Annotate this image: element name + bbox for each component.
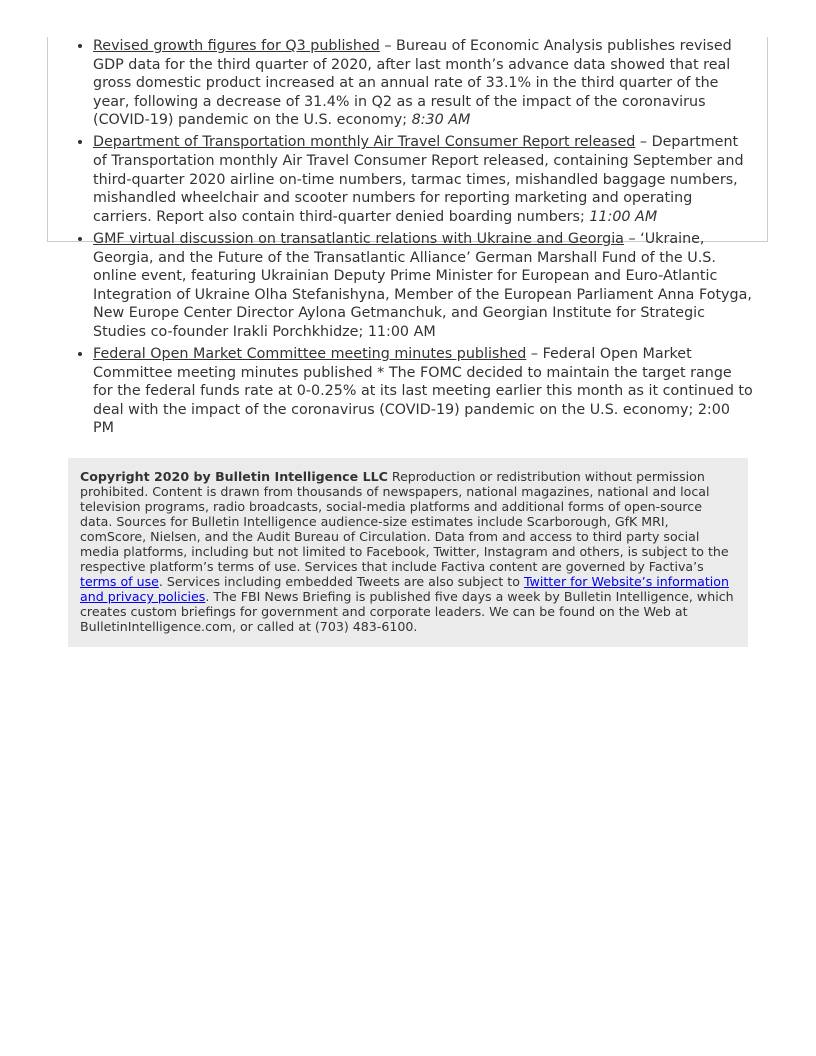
list-item bbox=[93, 133, 754, 226]
event-time: 8:30 AM bbox=[411, 112, 471, 129]
event-description: – Federal Open Market Committee meeting minutes published * The FOMC decided to maintain the target range for the federal funds rate at 0-0.25% at its last meeting earlier this month as it continued to deal with the impact of the coronavirus (COVID-19) pandemic on the U.S. economy; 2:00 PM bbox=[93, 346, 753, 437]
footer-text-part: Reproduction or redistribution without permission prohibited. Content is drawn from thousands of newspapers, national magazines, national and local television programs, radio broadcasts, social-media platforms and additional forms of open-source data. Sources for Bulletin Intelligence audience-size estimates include Scarborough, GfK MRI, comScore, Nielsen, and the Audit Bureau of Circulation. Data from and access to third party social media platforms, including but not limited to Facebook, Twitter, Instagram and others, is subject to the respective platform’s terms of use. Services that include Factiva content are governed by Factiva’s bbox=[80, 469, 729, 574]
list-item bbox=[93, 345, 754, 438]
event-time: 11:00 AM bbox=[589, 208, 658, 225]
event-link-air-travel-report[interactable]: Department of Transportation monthly Air Travel Consumer Report released bbox=[93, 134, 636, 151]
event-description: – ‘Ukraine, Georgia, and the Future of the Transatlantic Alliance’ German Marshall Fund of the U.S. online event, featuring Ukrainian Deputy Prime Minister for European and Euro-Atlantic Integration of Ukraine Olha Stefanishyna, Member of the European Parliament Anna Fotyga, New Europe Center Director Aylona Getmanchuk, and Georgian Institute for Strategic Studies co-founder Irakli Porchkhidze; 11:00 AM bbox=[93, 230, 752, 340]
list-item bbox=[93, 37, 754, 130]
list-item bbox=[93, 230, 754, 342]
event-link-q3-growth[interactable]: Revised growth figures for Q3 published bbox=[93, 38, 380, 54]
event-description: – Bureau of Economic Analysis publishes revised GDP data for the third quarter of 2020, after last month’s advance data showed that real gross domestic product increased at an annual rate of 33.1% in the third quarter of the year, following a decrease of 31.4% in Q2 as a result of the impact of the coronavirus (COVID-19) pandemic on the U.S. economy; bbox=[93, 38, 732, 129]
event-list bbox=[54, 37, 754, 441]
footer-text bbox=[80, 469, 736, 634]
event-link-fomc-minutes[interactable]: Federal Open Market Committee meeting minutes published bbox=[93, 346, 527, 362]
footer-text-part: . The FBI News Briefing is published five days a week by Bulletin Intelligence, which creates custom briefings for government and corporate leaders. We can be found on the Web at BulletinIntelligence.com, or called at (703) 483-6100. bbox=[80, 589, 734, 634]
event-description: – Department of Transportation monthly Air Travel Consumer Report released, containing September and third-quarter 2020 airline on-time numbers, tarmac times, mishandled baggage numbers, mishandled wheelchair and scooter numbers for reporting marketing and operating carriers. Report also contain third-quarter denied boarding numbers; bbox=[93, 134, 744, 225]
copyright-footer bbox=[68, 458, 748, 647]
twitter-policy-link[interactable]: Twitter for Website’s information and privacy policies bbox=[80, 574, 729, 604]
terms-of-use-link[interactable]: terms of use bbox=[80, 574, 159, 589]
footer-text-part: . Services including embedded Tweets are also subject to bbox=[158, 574, 524, 589]
copyright-notice: Copyright 2020 by Bulletin Intelligence LLC bbox=[80, 469, 388, 484]
event-link-gmf-discussion[interactable]: GMF virtual discussion on transatlantic relations with Ukraine and Georgia bbox=[93, 230, 624, 247]
